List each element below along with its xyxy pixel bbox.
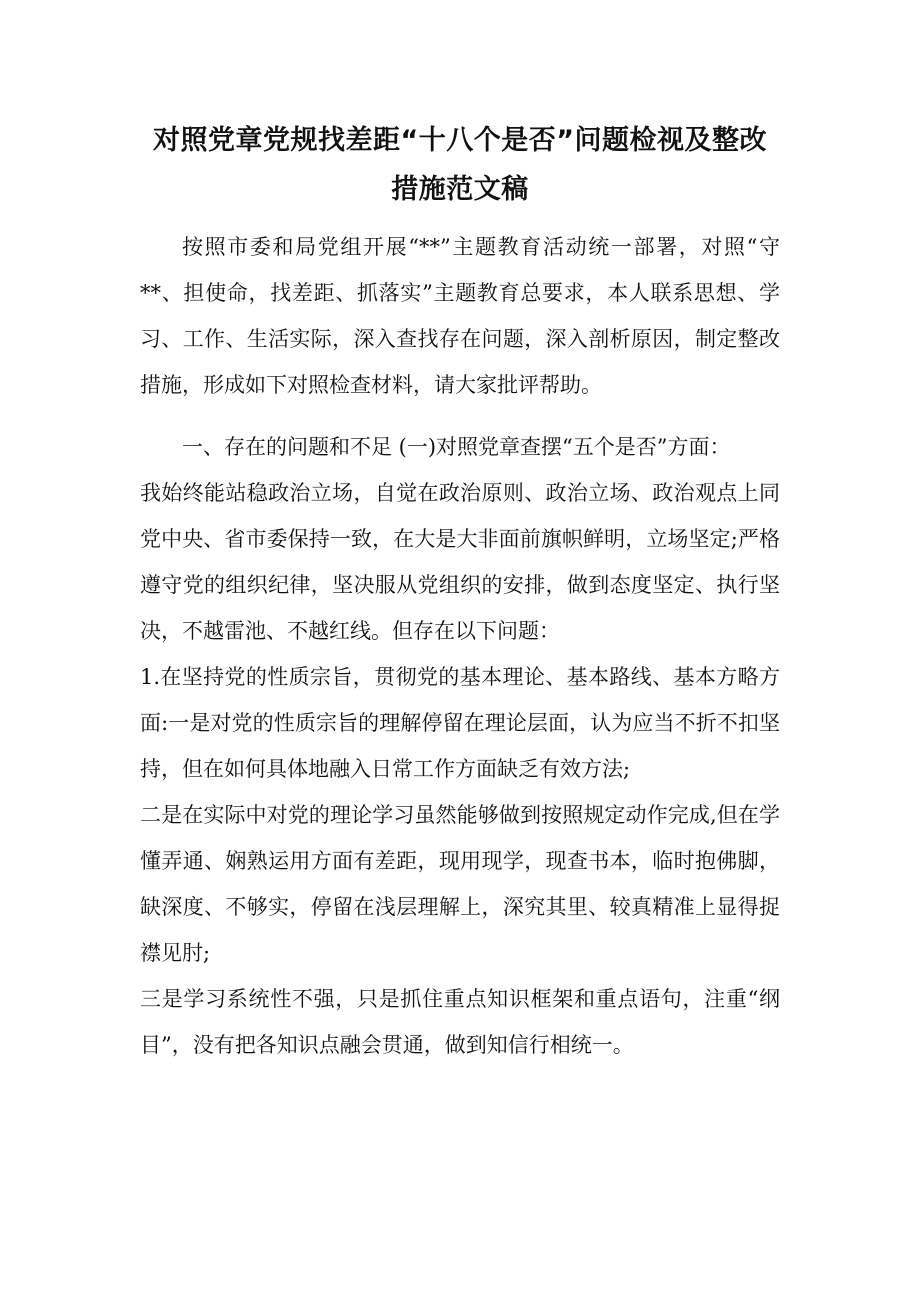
section-one xyxy=(140,424,780,1068)
section-paragraph: 二是在实际中对党的理论学习虽然能够做到按照规定动作完成,但在学懂弄通、娴熟运用方面有差距，现用现学，现查书本，临时抱佛脚，缺深度、不够实，停留在浅层理解上，深究其里、较真精准上显得捉襟见肘; xyxy=(140,803,780,965)
intro-paragraph: 按照市委和局党组开展“**”主题教育活动统一部署，对照“守**、担使命，找差距、抓落实”主题教育总要求，本人联系思想、学习、工作、生活实际，深入查找存在问题，深入剖析原因，制定整改措施，形成如下对照检查材料，请大家批评帮助。 xyxy=(140,235,780,397)
section-paragraph: 三是学习系统性不强，只是抓住重点知识框架和重点语句，注重“纲目”，没有把各知识点融会贯通，做到知信行相统一。 xyxy=(140,987,780,1057)
section-paragraph: 我始终能站稳政治立场，自觉在政治原则、政治立场、政治观点上同党中央、省市委保持一致，在大是大非面前旗帜鲜明，立场坚定;严格遵守党的组织纪律，坚决服从党组织的安排，做到态度坚定、执行坚决，不越雷池、不越红线。但存在以下问题： xyxy=(140,481,780,643)
document-title: 对照党章党规找差距“十八个是否”问题检视及整改措施范文稿 xyxy=(153,125,767,205)
section-heading: 一、存在的问题和不足 (一)对照党章查摆“五个是否”方面： xyxy=(182,435,731,459)
section-paragraph: 1.在坚持党的性质宗旨，贯彻党的基本理论、基本路线、基本方略方面:一是对党的性质宗旨的理解停留在理论层面，认为应当不折不扣坚持，但在如何具体地融入日常工作方面缺乏有效方法; xyxy=(140,665,780,781)
